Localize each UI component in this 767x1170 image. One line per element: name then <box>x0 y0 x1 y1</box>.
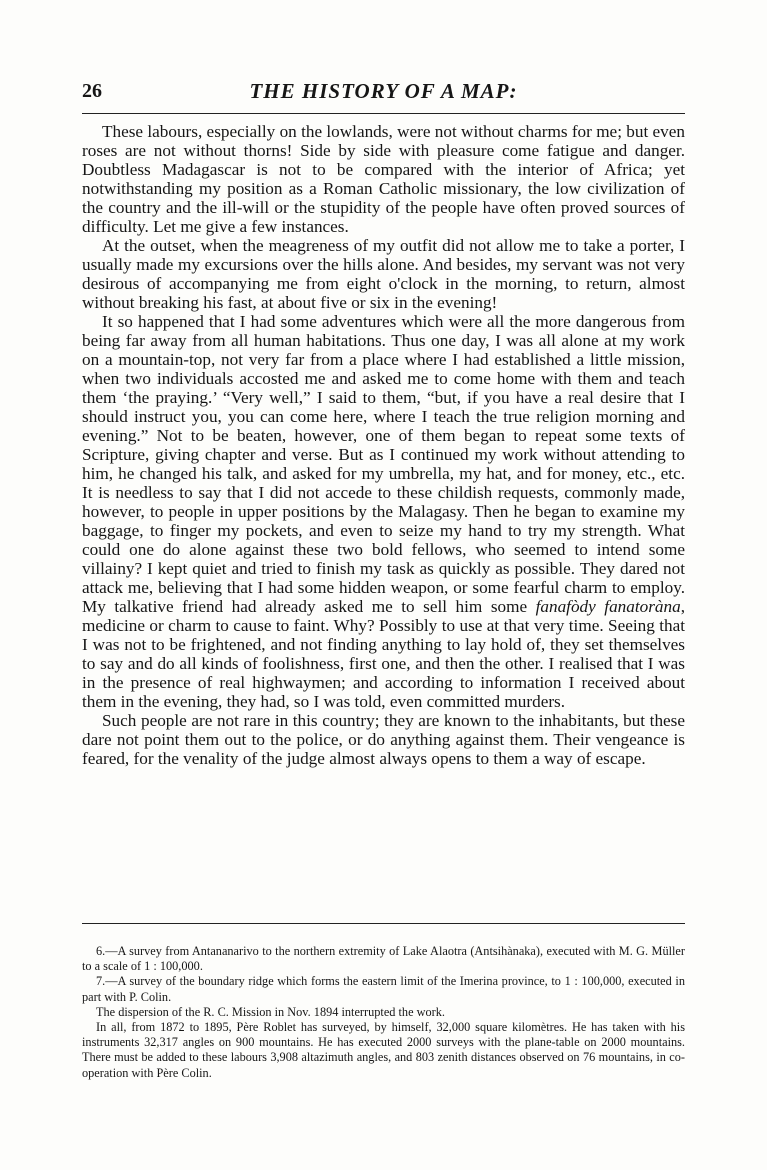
paragraph-3 <box>82 312 685 711</box>
footnote-rule <box>82 923 685 924</box>
paragraph-3-text-after: , medicine or charm to cause to faint. Why? Possibly to use at that very time. Seeing that I was not to be frightened, and not finding anything to lay hold of, they set themselves to say and do all kinds of foolishness, first one, and then the other. I realised that I was in the presence of real highwaymen; and according to information I received about them in the evening, they had, so I was told, even committed murders. <box>82 597 685 711</box>
footnote-6: 6.—A survey from Antananarivo to the northern extremity of Lake Alaotra (Antsihànaka), executed with M. G. Müller to a scale of 1 : 100,000. <box>82 944 685 974</box>
footnote-note-dispersion: The dispersion of the R. C. Mission in Nov. 1894 interrupted the work. <box>96 1004 445 1019</box>
paragraph-3-text-before: It so happened that I had some adventures which were all the more dangerous from being far away from all human habitations. Thus one day, I was all alone at my work on a mountain-top, not very far from a place where I had established a little mission, when two individuals accosted me and asked me to come home with them and teach them ‘the praying.’ “Very well,” I said to them, “but, if you have a real desire that I should instruct you, you can come here, where I teach the true religion morning and evening.” Not to be beaten, however, one of them began to repeat some texts of Scripture, giving chapter and verse. But as I continued my work without attending to him, he changed his talk, and asked for my umbrella, my hat, and for money, etc., etc. It is needless to say that I did not accede to these childish requests, commonly made, however, to people in upper positions by the Malagasy. Then he began to examine my baggage, to finger my pockets, and even to seize my hand to try my strength. What could one do alone against these two bold fellows, who seemed to intend some villainy? I kept quiet and tried to finish my task as quickly as possible. They dared not attack me, believing that I had some hidden weapon, or some fearful charm to employ. My talkative friend had already asked me to sell him some <box>82 312 685 616</box>
page-header <box>82 76 685 106</box>
footnotes <box>82 944 685 1081</box>
paragraph-1: These labours, especially on the lowlands, were not without charms for me; but even roses are not without thorns! Side by side with pleasure come fatigue and danger. Doubtless Madagascar is not to be compared with the interior of Africa; yet notwithstanding my position as a Roman Catholic missionary, the low civilization of the country and the ill-will or the stupidity of the people have often proved sources of difficulty. Let me give a few instances. <box>82 122 685 236</box>
header-rule <box>82 113 685 114</box>
running-title: THE HISTORY OF A MAP: <box>249 79 518 103</box>
malagasy-term: fanafòdy fanatoràna <box>535 597 681 616</box>
main-text <box>82 122 685 768</box>
paragraph-2: At the outset, when the meagreness of my outfit did not allow me to take a porter, I usually made my excursions over the hills alone. And besides, my servant was not very desirous of accompanying me from eight o'clock in the morning, to return, almost without breaking his fast, at about five or six in the evening! <box>82 236 685 312</box>
paragraph-4: Such people are not rare in this country; they are known to the inhabitants, but these dare not point them out to the police, or do anything against them. Their vengeance is feared, for the venality of the judge almost always opens to them a way of escape. <box>82 711 685 768</box>
footnote-note-totals: In all, from 1872 to 1895, Père Roblet has surveyed, by himself, 32,000 square kilomètres. He has taken with his instruments 32,317 angles on 900 mountains. He has executed 2000 surveys with the plane-table on 2000 mountains. There must be added to these labours 3,908 altazimuth angles, and 803 zenith distances observed on 76 mountains, in co-operation with Père Colin. <box>82 1020 685 1080</box>
page-number: 26 <box>82 80 102 102</box>
footnote-7: 7.—A survey of the boundary ridge which forms the eastern limit of the Imerina province, to 1 : 100,000, executed in part with P. Colin. <box>82 974 685 1004</box>
